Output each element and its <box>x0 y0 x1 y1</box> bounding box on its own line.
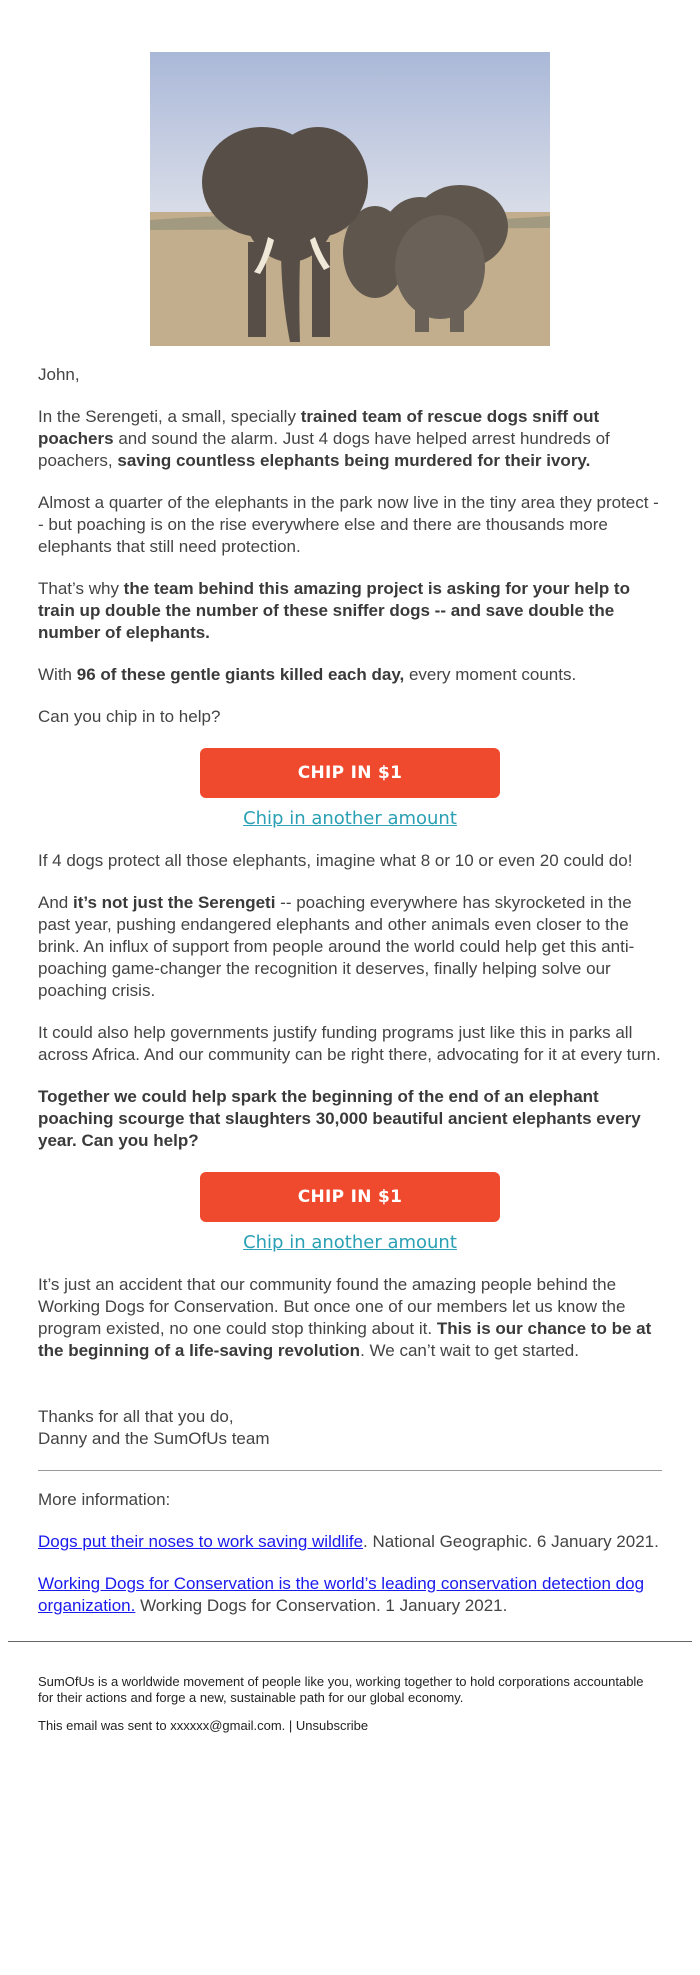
cta-block-1 <box>38 748 662 830</box>
chip-in-button[interactable]: CHIP IN $1 <box>200 1172 500 1222</box>
chip-in-other-amount-link[interactable]: Chip in another amount <box>243 1232 457 1253</box>
email-body <box>0 364 700 1450</box>
more-information <box>0 1489 700 1617</box>
paragraph-imagine: If 4 dogs protect all those elephants, imagine what 8 or 10 or even 20 could do! <box>38 851 633 870</box>
footer <box>0 1642 700 1734</box>
paragraph-together: Together we could help spark the beginning of the end of an elephant poaching scourge that slaughters 30,000 beautiful ancient elephants every year. Can you help? <box>38 1087 641 1150</box>
cta-block-2 <box>38 1172 662 1254</box>
greeting: John, <box>38 365 80 384</box>
paragraph-intro: In the Serengeti, a small, specially trained team of rescue dogs sniff out poachers and sound the alarm. Just 4 dogs have helped arrest hundreds of poachers, saving countless elephants being murdered for their ivory. <box>38 407 610 470</box>
paragraph-question: Can you chip in to help? <box>38 707 221 726</box>
footer-sent-to: This email was sent to xxxxxx@gmail.com. | Unsubscribe <box>38 1718 369 1733</box>
paragraph-stat: With 96 of these gentle giants killed each day, every moment counts. <box>38 665 577 684</box>
more-info-heading: More information: <box>38 1490 171 1509</box>
recipient-email: xxxxxx@gmail.com <box>170 1718 282 1733</box>
hero-elephants-image <box>150 52 550 346</box>
unsubscribe-link[interactable]: Unsubscribe <box>295 1718 369 1733</box>
reference-2: Working Dogs for Conservation is the world’s leading conservation detection dog organization. Working Dogs for Conservation. 1 January 2021. <box>38 1574 645 1615</box>
email-page <box>0 52 700 1734</box>
divider <box>38 1470 662 1471</box>
footer-about: SumOfUs is a worldwide movement of people like you, working together to hold corporations accountable for their actions and forge a new, sustainable path for our global economy. <box>38 1674 644 1705</box>
paragraph-accident: It’s just an accident that our community found the amazing people behind the Working Dogs for Conservation. But once one of our members let us know the program existed, no one could stop thinking about it. This is our chance to be at the beginning of a life-saving revolution. We can’t wait to get started. <box>38 1275 652 1360</box>
chip-in-button[interactable]: CHIP IN $1 <box>200 748 500 798</box>
paragraph-quarter: Almost a quarter of the elephants in the park now live in the tiny area they protect -- but poaching is on the rise everywhere else and there are thousands more elephants that still need protection. <box>38 493 659 556</box>
paragraph-ask: That’s why the team behind this amazing project is asking for your help to train up double the number of these sniffer dogs -- and save double the number of elephants. <box>38 579 630 642</box>
reference-1-link[interactable]: Dogs put their noses to work saving wildlife <box>38 1532 364 1551</box>
signoff: Thanks for all that you do, Danny and the SumOfUs team <box>38 1407 270 1448</box>
reference-2-link[interactable]: Working Dogs for Conservation is the world’s leading conservation detection dog organization. <box>38 1574 645 1615</box>
reference-1: Dogs put their noses to work saving wildlife. National Geographic. 6 January 2021. <box>38 1532 659 1551</box>
paragraph-governments: It could also help governments justify funding programs just like this in parks all across Africa. And our community can be right there, advocating for it at every turn. <box>38 1023 661 1064</box>
chip-in-other-amount-link[interactable]: Chip in another amount <box>243 808 457 829</box>
paragraph-not-just-serengeti: And it’s not just the Serengeti -- poaching everywhere has skyrocketed in the past year, pushing endangered elephants and other animals even closer to the brink. An influx of support from people around the world could help get this anti-poaching game-changer the recognition it deserves, finally helping solve our poaching crisis. <box>38 893 635 1000</box>
